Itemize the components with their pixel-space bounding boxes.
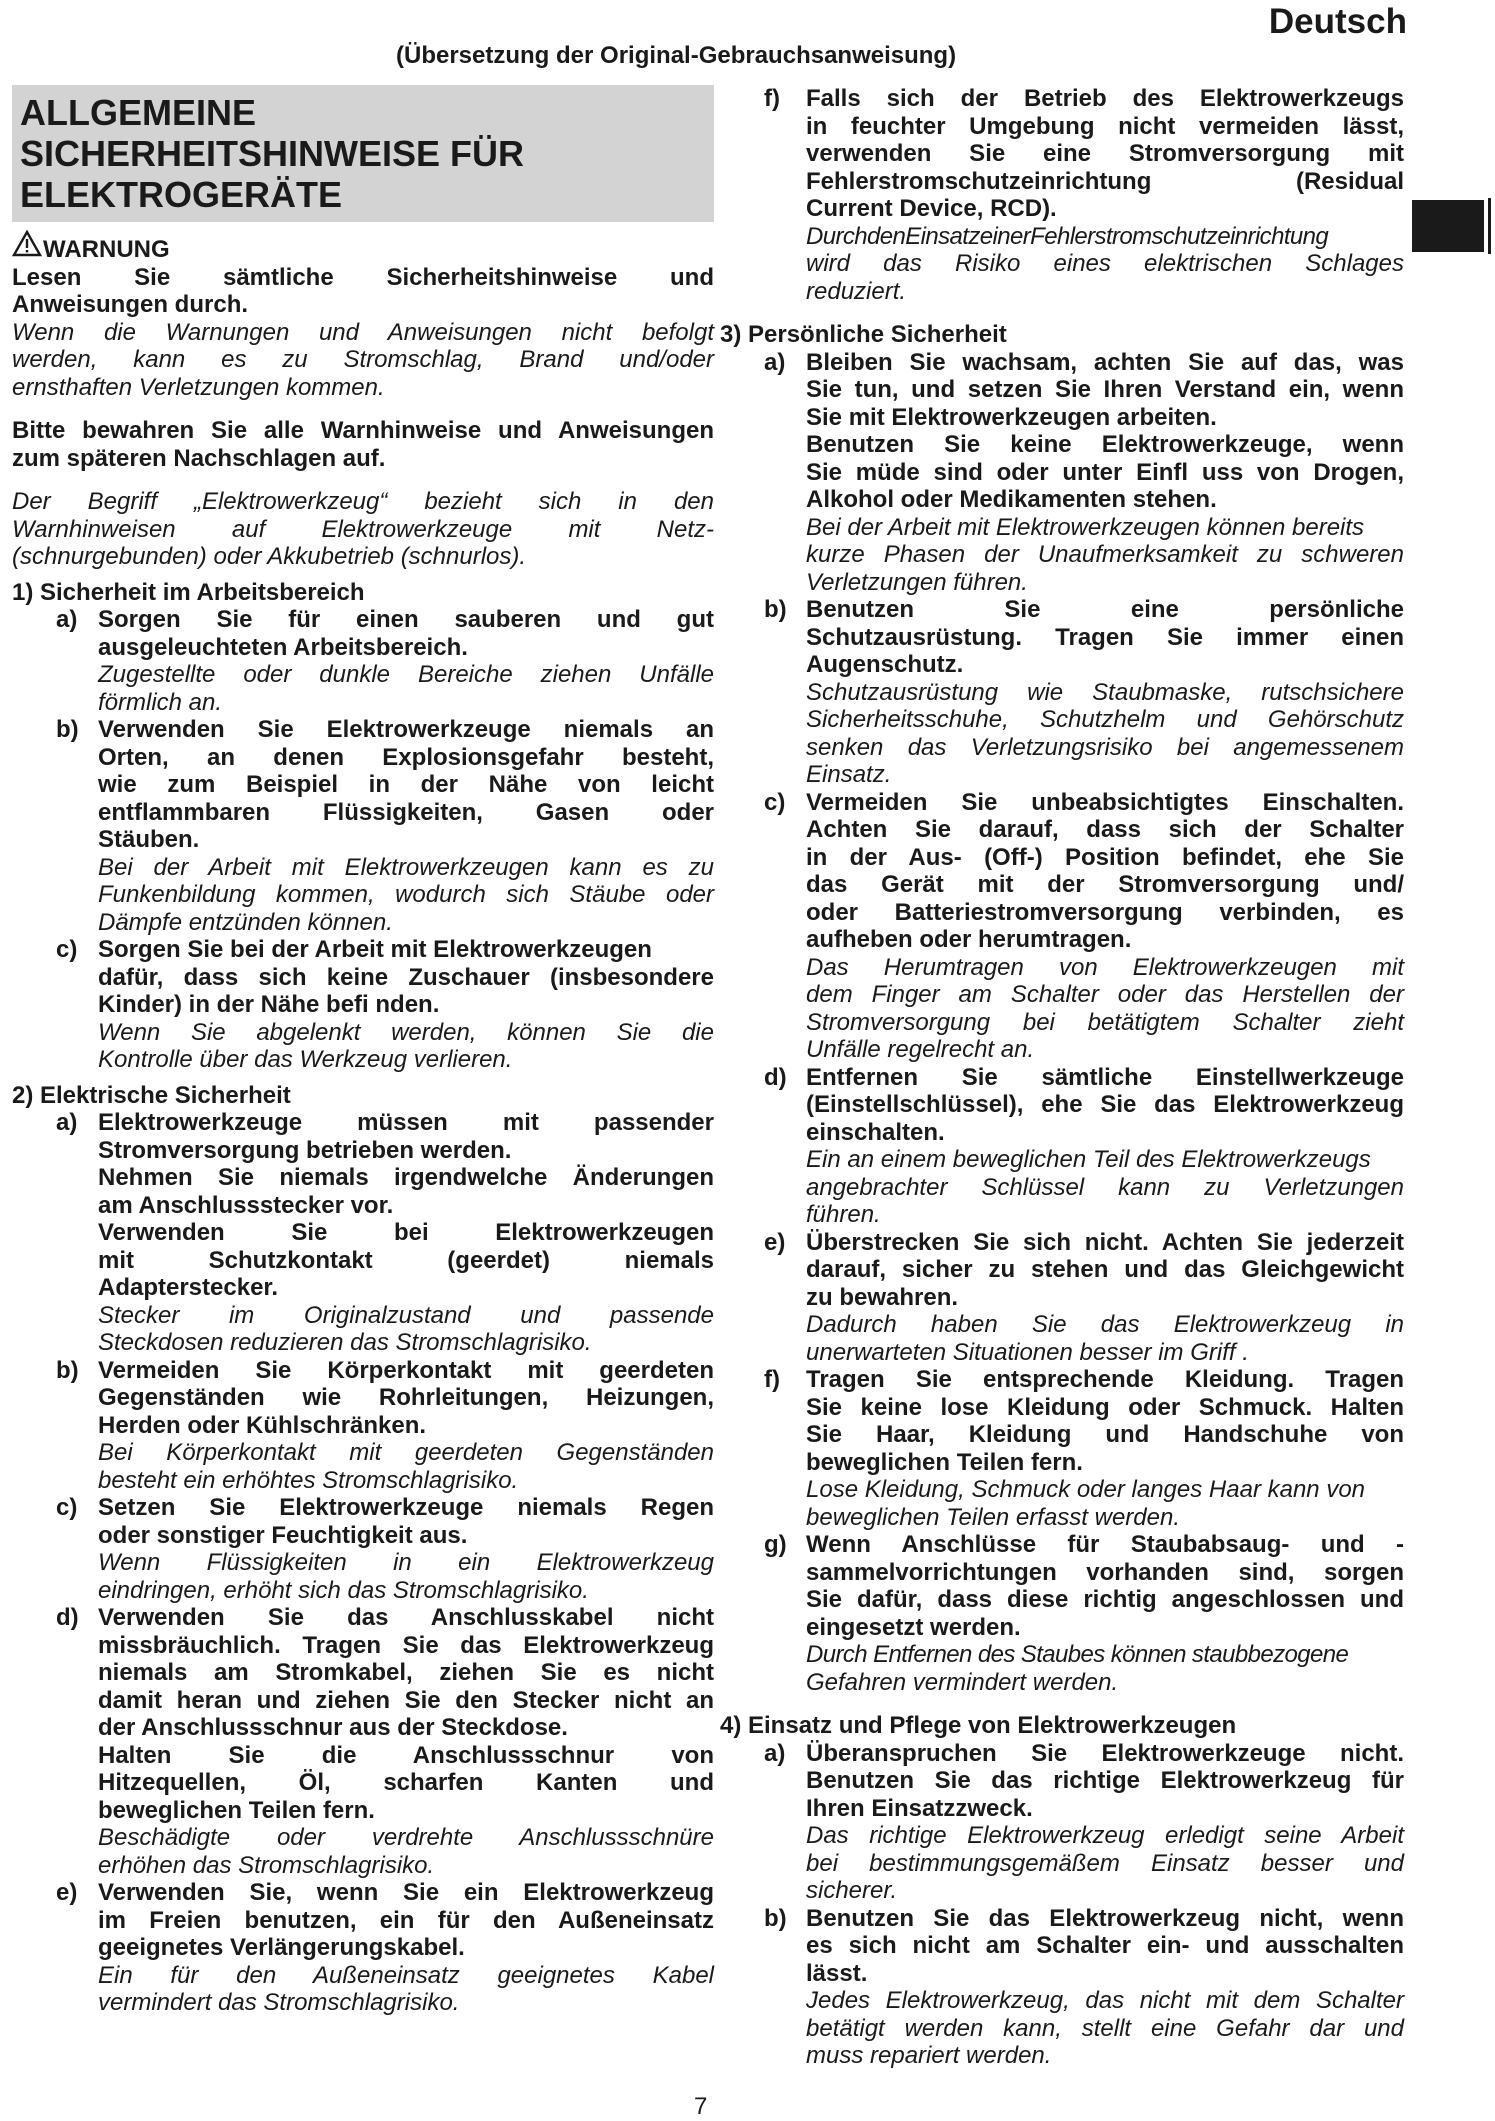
term-definition: (schnurgebunden) oder Akkubetrieb (schnurlos). — [12, 543, 527, 570]
item-explanation: Das Herumtragen von Elektrowerkzeugen mit — [806, 953, 1404, 981]
list-item — [764, 1531, 1404, 1696]
item-explanation: Bei Körperkontakt mit geerdeten Gegenständen — [98, 1439, 714, 1466]
item-instruction: aufheben oder herumtragen. — [806, 926, 1132, 953]
item-explanation: unerwarteten Situationen besser im Griff . — [806, 1338, 1249, 1366]
item-instruction: niemals am Stromkabel, ziehen Sie es nicht — [98, 1659, 714, 1686]
item-explanation: eindringen, erhöht sich das Stromschlagrisiko. — [98, 1576, 589, 1604]
item-instruction: (Einstellschlüssel), ehe Sie das Elektrowerkzeug — [806, 1091, 1404, 1118]
item-explanation: erhöhen das Stromschlagrisiko. — [98, 1851, 435, 1879]
item-instruction: das Gerät mit der Stromversorgung und/ — [806, 871, 1404, 898]
section-title: 1) Sicherheit im Arbeitsbereich — [12, 578, 365, 606]
section-heading-box — [12, 85, 714, 222]
item-explanation: Ein an einem beweglichen Teil des Elektrowerkzeugs — [806, 1146, 1371, 1173]
list-item — [764, 349, 1404, 597]
page-edge-marker — [1488, 198, 1491, 254]
item-instruction: Fehlerstromschutzeinrichtung (Residual — [806, 167, 1404, 195]
list-item — [56, 716, 714, 936]
warning-label: WARNUNG — [12, 230, 714, 264]
item-instruction: Sorgen Sie bei der Arbeit mit Elektrowerkzeugen — [98, 936, 652, 963]
item-explanation: angebrachter Schlüssel kann zu Verletzungen — [806, 1173, 1404, 1201]
list-item — [56, 606, 714, 716]
section-title: 2) Elektrische Sicherheit — [12, 1081, 291, 1109]
list-item — [764, 789, 1404, 1064]
item-instruction: in feuchter Umgebung nicht vermeiden lässt, — [806, 112, 1404, 140]
list-item — [764, 1229, 1404, 1367]
term-definition: Warnhinweisen auf Elektrowerkzeuge mit Netz- — [12, 515, 714, 543]
page-number: 7 — [694, 2093, 708, 2120]
language-label: Deutsch — [1268, 2, 1407, 41]
item-instruction: Benutzen Sie eine persönliche — [806, 596, 1404, 623]
item-explanation: Funkenbildung kommen, wodurch sich Stäube oder — [98, 881, 714, 908]
list-item — [56, 1494, 714, 1604]
keep-instructions: zum späteren Nachschlagen auf. — [12, 444, 386, 472]
warning-text: Lesen Sie sämtliche Sicherheitshinweise und — [12, 263, 714, 291]
item-label: a) — [764, 1739, 786, 1767]
list-item — [56, 1357, 714, 1495]
item-label: b) — [56, 716, 79, 743]
item-instruction: Kinder) in der Nähe befi nden. — [98, 991, 440, 1018]
heading-line-3: ELEKTROGERÄTE — [20, 174, 343, 215]
item-label: f) — [764, 1366, 780, 1393]
item-label: b) — [56, 1356, 79, 1384]
item-instruction: Adapterstecker. — [98, 1274, 279, 1301]
item-instruction: verwenden Sie eine Stromversorgung mit — [806, 140, 1404, 167]
item-explanation: Stecker im Originalzustand und passende — [98, 1301, 714, 1329]
item-instruction: Vermeiden Sie Körperkontakt mit geerdeten — [98, 1356, 714, 1384]
item-instruction: Entfernen Sie sämtliche Einstellwerkzeuge — [806, 1063, 1404, 1091]
item-explanation: reduziert. — [806, 277, 907, 305]
item-instruction: Sie Haar, Kleidung und Handschuhe von — [806, 1421, 1404, 1448]
list-item — [56, 1879, 714, 2017]
item-instruction: mit Schutzkontakt (geerdet) niemals — [98, 1246, 714, 1274]
item-instruction: damit heran und ziehen Sie den Stecker nicht an — [98, 1686, 714, 1714]
item-instruction: beweglichen Teilen fern. — [806, 1448, 1083, 1476]
item-instruction: Bleiben Sie wachsam, achten Sie auf das, was — [806, 348, 1404, 376]
item-instruction: in der Aus- (Off-) Position befindet, ehe Sie — [806, 843, 1404, 871]
item-instruction: darauf, sicher zu stehen und das Gleichgewicht — [806, 1256, 1404, 1283]
item-label: d) — [56, 1604, 79, 1631]
item-explanation: bei bestimmungsgemäßem Einsatz besser und — [806, 1849, 1404, 1877]
item-explanation: Kontrolle über das Werkzeug verlieren. — [98, 1046, 513, 1073]
language-tab-marker — [1412, 200, 1484, 252]
item-instruction: Vermeiden Sie unbeabsichtigtes Einschalten. — [806, 788, 1404, 816]
item-instruction: missbräuchlich. Tragen Sie das Elektrowerkzeug — [98, 1631, 714, 1659]
item-instruction: einschalten. — [806, 1118, 945, 1146]
item-instruction: Gegenständen wie Rohrleitungen, Heizungen, — [98, 1384, 714, 1411]
item-instruction: sammelvorrichtungen vorhanden sind, sorgen — [806, 1558, 1404, 1586]
item-explanation: senken das Verletzungsrisiko bei angemessenem — [806, 733, 1404, 761]
item-instruction: Alkohol oder Medikamenten stehen. — [806, 486, 1217, 513]
warning-text: Anweisungen durch. — [12, 291, 249, 318]
item-instruction: Verwenden Sie das Anschlusskabel nicht — [98, 1604, 714, 1631]
item-instruction: im Freien benutzen, ein für den Außeneinsatz — [98, 1906, 714, 1934]
item-instruction: Sorgen Sie für einen sauberen und gut — [98, 606, 714, 633]
item-instruction: geeignetes Verlängerungskabel. — [98, 1934, 465, 1961]
item-explanation: Steckdosen reduzieren das Stromschlagrisiko. — [98, 1329, 592, 1356]
item-instruction: Current Device, RCD). — [806, 195, 1057, 222]
item-explanation: Wenn Sie abgelenkt werden, können Sie die — [98, 1018, 714, 1046]
item-instruction: Überanspruchen Sie Elektrowerkzeuge nicht. — [806, 1739, 1404, 1767]
item-label: a) — [56, 606, 78, 633]
item-explanation: Dadurch haben Sie das Elektrowerkzeug in — [806, 1311, 1404, 1338]
item-label: c) — [56, 936, 78, 963]
item-explanation: Zugestellte oder dunkle Bereiche ziehen Unfälle — [98, 661, 714, 688]
item-explanation: wird das Risiko eines elektrischen Schlages — [806, 250, 1404, 277]
item-instruction: Verwenden Sie bei Elektrowerkzeugen — [98, 1219, 714, 1246]
warning-note: werden, kann es zu Stromschlag, Brand und/oder — [12, 346, 714, 373]
item-explanation: Durch Entfernen des Staubes können staubbezogene — [806, 1641, 1349, 1668]
document-subtitle: (Übersetzung der Original-Gebrauchsanweisung) — [396, 42, 957, 69]
item-instruction: entflammbaren Flüssigkeiten, Gasen oder — [98, 798, 714, 826]
left-column — [12, 85, 714, 2017]
item-explanation: Bei der Arbeit mit Elektrowerkzeugen können bereits — [806, 513, 1365, 541]
item-instruction: Sie keine lose Kleidung oder Schmuck. Halten — [806, 1393, 1404, 1421]
item-instruction: Benutzen Sie das richtige Elektrowerkzeug für — [806, 1767, 1404, 1794]
item-instruction: lässt. — [806, 1959, 868, 1987]
item-explanation: Unfälle regelrecht an. — [806, 1036, 1035, 1063]
item-explanation: führen. — [806, 1201, 881, 1228]
item-explanation: Dämpfe entzünden können. — [98, 908, 393, 936]
item-instruction: dafür, dass sich keine Zuschauer (insbesondere — [98, 963, 714, 991]
keep-instructions: Bitte bewahren Sie alle Warnhinweise und Anweisungen — [12, 417, 714, 444]
item-explanation: DurchdenEinsatzeinerFehlerstromschutzeinrichtung — [806, 222, 1329, 250]
item-instruction: Ihren Einsatzzweck. — [806, 1794, 1033, 1822]
item-explanation: beweglichen Teilen erfasst werden. — [806, 1503, 1181, 1531]
item-explanation: Ein für den Außeneinsatz geeignetes Kabel — [98, 1961, 714, 1989]
item-instruction: wie zum Beispiel in der Nähe von leicht — [98, 771, 714, 798]
item-instruction: Augenschutz. — [806, 651, 964, 678]
item-instruction: Stäuben. — [98, 826, 200, 853]
item-explanation: kurze Phasen der Unaufmerksamkeit zu schweren — [806, 541, 1404, 568]
item-instruction: Sie tun, und setzen Sie Ihren Verstand ein, wenn — [806, 376, 1404, 403]
item-label: e) — [56, 1879, 78, 1906]
heading-line-1: ALLGEMEINE — [20, 92, 257, 133]
warning-note: Wenn die Warnungen und Anweisungen nicht befolgt — [12, 318, 714, 346]
item-explanation: Bei der Arbeit mit Elektrowerkzeugen kann es zu — [98, 853, 714, 881]
item-explanation: Verletzungen führen. — [806, 568, 1028, 596]
item-instruction: Elektrowerkzeuge müssen mit passender — [98, 1109, 714, 1136]
item-label: g) — [764, 1531, 787, 1558]
item-instruction: Überstrecken Sie sich nicht. Achten Sie jederzeit — [806, 1228, 1404, 1256]
item-explanation: Stromversorgung bei betätigtem Schalter zieht — [806, 1008, 1404, 1036]
item-explanation: Beschädigte oder verdrehte Anschlussschnüre — [98, 1824, 714, 1851]
item-label: a) — [56, 1109, 78, 1136]
heading-line-2: SICHERHEITSHINWEISE FÜR — [20, 133, 525, 174]
list-item — [764, 1740, 1404, 1905]
list-item — [764, 1064, 1404, 1229]
item-explanation: Sicherheitsschuhe, Schutzhelm und Gehörschutz — [806, 706, 1404, 733]
list-item — [764, 1366, 1404, 1531]
item-label: e) — [764, 1228, 786, 1256]
item-label: c) — [56, 1494, 78, 1521]
item-instruction: am Anschlussstecker vor. — [98, 1191, 394, 1219]
item-label: b) — [764, 596, 787, 623]
item-explanation: förmlich an. — [98, 688, 223, 716]
warning-note: ernsthaften Verletzungen kommen. — [12, 373, 385, 401]
item-instruction: der Anschlussschnur aus der Steckdose. — [98, 1714, 568, 1741]
item-instruction: Halten Sie die Anschlussschnur von — [98, 1741, 714, 1769]
item-instruction: beweglichen Teilen fern. — [98, 1796, 375, 1824]
list-item — [764, 85, 1404, 305]
item-explanation: Schutzausrüstung wie Staubmaske, rutschsichere — [806, 678, 1404, 706]
item-explanation: Einsatz. — [806, 761, 892, 788]
item-instruction: Stromversorgung betrieben werden. — [98, 1136, 512, 1164]
right-column — [720, 85, 1404, 2070]
item-instruction: Falls sich der Betrieb des Elektrowerkzeugs — [806, 85, 1404, 112]
item-explanation: vermindert das Stromschlagrisiko. — [98, 1989, 460, 2016]
item-instruction: Sie dafür, dass diese richtig angeschlossen und — [806, 1586, 1404, 1613]
item-explanation: dem Finger am Schalter oder das Herstellen der — [806, 981, 1404, 1008]
item-instruction: Sie mit Elektrowerkzeugen arbeiten. — [806, 403, 1217, 431]
item-instruction: Sie müde sind oder unter Einfl uss von Drogen, — [806, 458, 1404, 486]
item-instruction: ausgeleuchteten Arbeitsbereich. — [98, 633, 468, 661]
item-instruction: zu bewahren. — [806, 1283, 959, 1311]
item-explanation: Wenn Flüssigkeiten in ein Elektrowerkzeug — [98, 1549, 714, 1576]
item-instruction: Nehmen Sie niemals irgendwelche Änderungen — [98, 1164, 714, 1191]
item-instruction: Benutzen Sie keine Elektrowerkzeuge, wenn — [806, 431, 1404, 458]
item-label: d) — [764, 1063, 787, 1091]
item-label: f) — [764, 85, 780, 112]
item-instruction: Achten Sie darauf, dass sich der Schalter — [806, 816, 1404, 843]
item-instruction: Schutzausrüstung. Tragen Sie immer einen — [806, 623, 1404, 651]
item-label: c) — [764, 788, 786, 816]
item-instruction: Herden oder Kühlschränken. — [98, 1411, 427, 1439]
item-explanation: Gefahren vermindert werden. — [806, 1668, 1119, 1696]
item-instruction: Setzen Sie Elektrowerkzeuge niemals Regen — [98, 1494, 714, 1521]
warning-triangle-icon — [12, 230, 42, 264]
item-instruction: Wenn Anschlüsse für Staubabsaug- und - — [806, 1531, 1404, 1558]
list-item — [764, 1905, 1404, 2070]
item-explanation: sicherer. — [806, 1877, 898, 1904]
list-item — [56, 1604, 714, 1879]
item-explanation: Das richtige Elektrowerkzeug erledigt seine Arbeit — [806, 1822, 1404, 1849]
item-instruction: es sich nicht am Schalter ein- und ausschalten — [806, 1932, 1404, 1959]
item-instruction: Verwenden Sie, wenn Sie ein Elektrowerkzeug — [98, 1879, 714, 1906]
list-item — [764, 596, 1404, 789]
item-instruction: Verwenden Sie Elektrowerkzeuge niemals an — [98, 716, 714, 743]
item-instruction: Tragen Sie entsprechende Kleidung. Tragen — [806, 1366, 1404, 1393]
item-explanation: muss repariert werden. — [806, 2042, 1052, 2069]
item-explanation: besteht ein erhöhtes Stromschlagrisiko. — [98, 1466, 519, 1494]
item-explanation: Jedes Elektrowerkzeug, das nicht mit dem Schalter — [806, 1987, 1404, 2014]
list-item — [56, 1109, 714, 1357]
item-instruction: oder Batteriestromversorgung verbinden, es — [806, 898, 1404, 926]
item-instruction: oder sonstiger Feuchtigkeit aus. — [98, 1521, 468, 1549]
item-explanation: Lose Kleidung, Schmuck oder langes Haar kann von — [806, 1476, 1366, 1503]
item-label: a) — [764, 348, 786, 376]
item-label: b) — [764, 1904, 787, 1932]
item-instruction: Hitzequellen, Öl, scharfen Kanten und — [98, 1769, 714, 1796]
section-title: 4) Einsatz und Pflege von Elektrowerkzeugen — [720, 1712, 1237, 1739]
item-explanation: betätigt werden kann, stellt eine Gefahr dar und — [806, 2014, 1404, 2042]
section-title: 3) Persönliche Sicherheit — [720, 321, 1007, 348]
list-item — [56, 936, 714, 1074]
item-instruction: Benutzen Sie das Elektrowerkzeug nicht, wenn — [806, 1904, 1404, 1932]
item-instruction: Orten, an denen Explosionsgefahr besteht, — [98, 743, 714, 771]
term-definition: Der Begriff „Elektrowerkzeug“ bezieht sich in den — [12, 488, 714, 515]
item-instruction: eingesetzt werden. — [806, 1613, 1021, 1641]
